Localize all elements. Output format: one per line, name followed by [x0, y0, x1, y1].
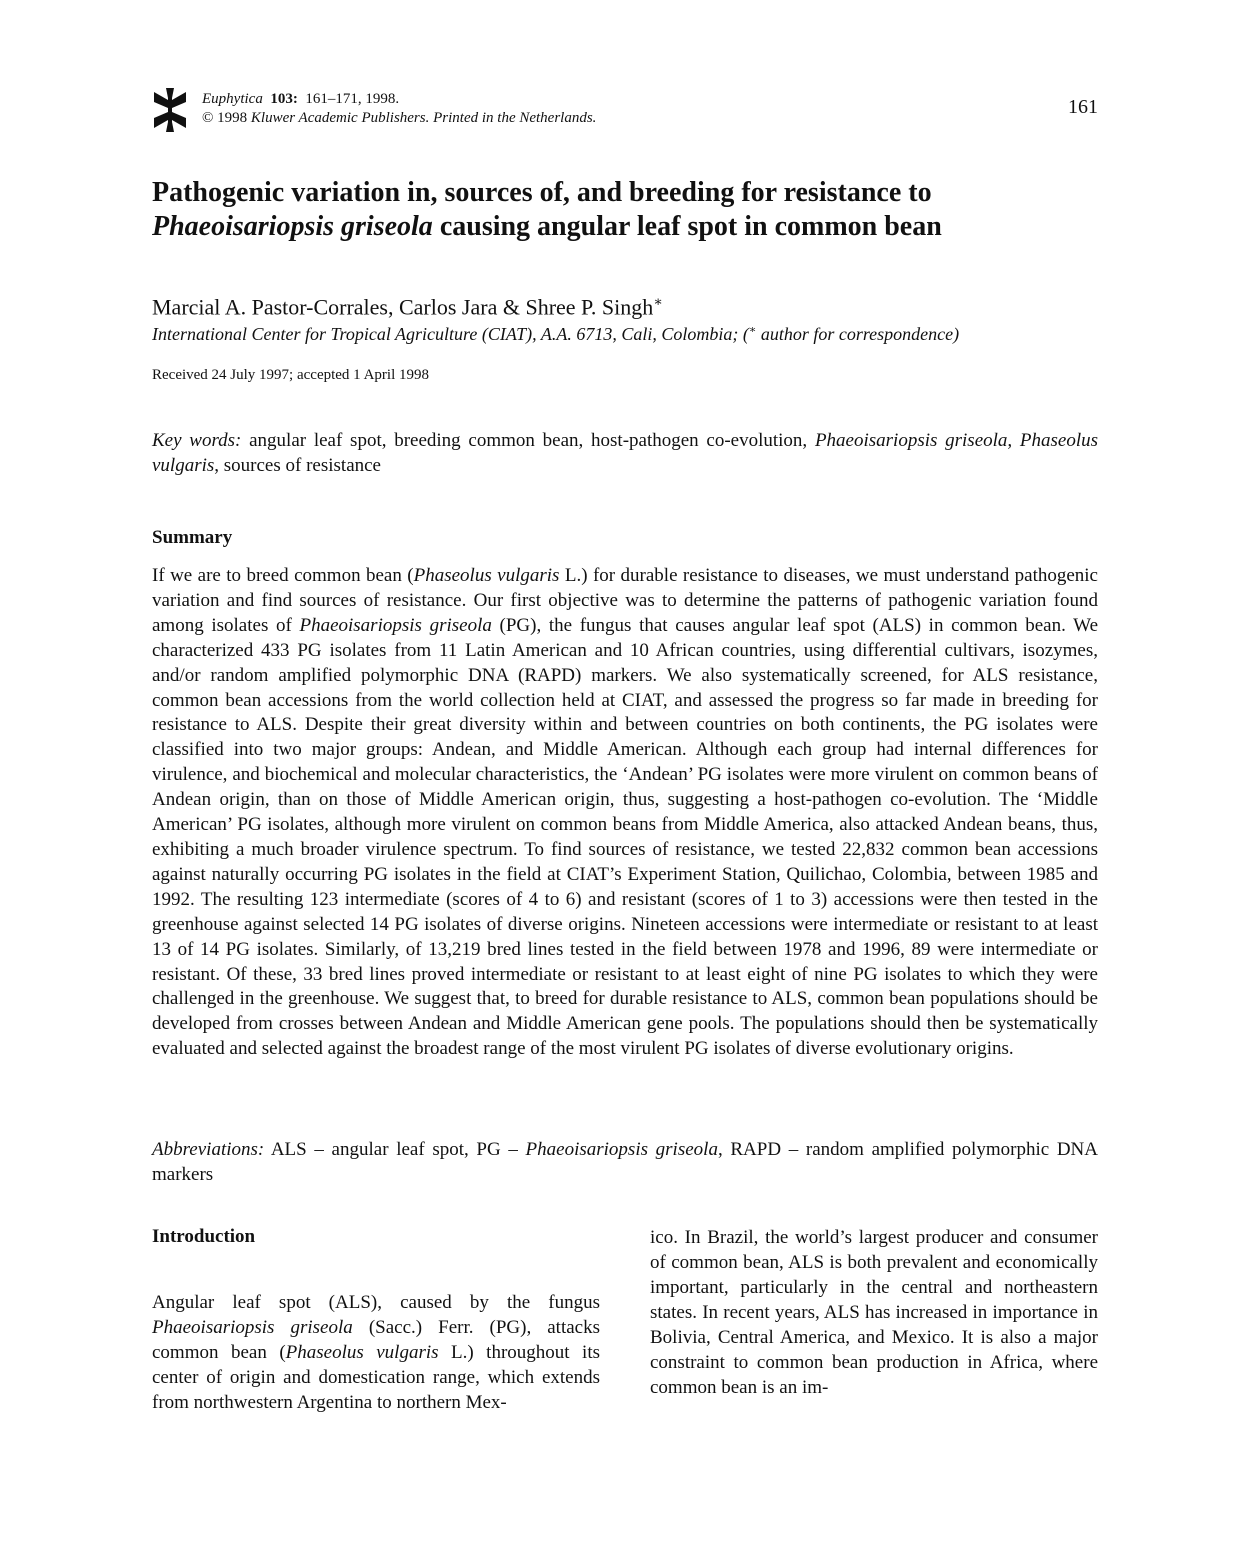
affiliation [152, 318, 959, 346]
intro-species: Phaeoisariopsis griseola [152, 1317, 353, 1338]
keywords [152, 429, 1098, 478]
author-list [152, 289, 663, 321]
summary-paragraph [152, 564, 1098, 1062]
keywords-label: Key words: [152, 430, 242, 451]
title-line-1: Pathogenic variation in, sources of, and breeding for resistance to [152, 177, 932, 208]
journal-citation [202, 90, 596, 128]
intro-part: Angular leaf spot (ALS), caused by the fungus [152, 1292, 600, 1313]
journal-pages: 161–171, 1998. [305, 91, 400, 107]
author-names: Marcial A. Pastor-Corrales, Carlos Jara & Shree P. Singh [152, 294, 654, 320]
received-dates: Received 24 July 1997; accepted 1 April 1998 [152, 367, 430, 383]
affiliation-note: author for correspondence) [756, 324, 960, 344]
abbreviations-species: Phaeoisariopsis griseola [525, 1139, 718, 1160]
intro-part: (Sacc.) Ferr. (PG), attacks common bean ( [152, 1317, 601, 1363]
summary-heading: Summary [152, 527, 233, 548]
title-line-2: causing angular leaf spot in common bean [432, 211, 942, 242]
journal-volume: 103: [270, 91, 298, 107]
publisher-logo-icon [152, 88, 188, 132]
summary-species: Phaseolus vulgaris [413, 565, 560, 586]
affiliation-text: International Center for Tropical Agriculture (CIAT), A.A. 6713, Cali, Colombia; ( [152, 324, 749, 344]
abbreviations [152, 1137, 1098, 1187]
introduction-heading: Introduction [152, 1226, 256, 1247]
affiliation-marker: ∗ [748, 324, 757, 336]
intro-part: L.) throughout its center of origin and domestication range, which extends from northwestern Argentina to northern Mex- [152, 1342, 600, 1413]
page-number: 161 [1068, 96, 1098, 118]
journal-name: Euphytica [202, 91, 263, 107]
abbreviations-text-end: , RAPD – random amplified polymorphic DNA markers [152, 1139, 1098, 1185]
intro-species: Phaseolus vulgaris [285, 1342, 439, 1363]
keywords-text-end: , sources of resistance [214, 454, 381, 476]
paper-title [152, 176, 1098, 244]
keywords-species: Phaeoisariopsis griseola, Phaseolus vulgaris [152, 430, 1099, 476]
keywords-text: angular leaf spot, breeding common bean, host-pathogen co-evolution, [241, 430, 815, 451]
correspondence-marker: ∗ [653, 295, 663, 310]
copyright: © 1998 [202, 110, 248, 126]
summary-part: If we are to breed common bean ( [152, 565, 414, 586]
introduction-left-column [152, 1290, 600, 1415]
summary-part: (PG), the fungus that causes angular leaf spot (ALS) in common bean. We characterized 433 PG isolates from 11 Latin American and 10 African countries, using differential cultivars, isozymes, and/or random amplified polymorphic DNA (RAPD) markers. We also systematically screened, for ALS resistance, common bean accessions from the world collection held at CIAT, and assessed the progress so far made in breeding for resistance to ALS. Despite their great diversity within and between countries on both continents, the PG isolates were classified into two major groups: Andean, and Middle American. Although each group had internal differences for virulence, and biochemical and molecular characteristics, the ‘Andean’ PG isolates were more virulent on common beans of Andean origin, than on those of Middle American origin, thus, suggesting a host-pathogen co-evolution. The ‘Middle American’ PG isolates, although more virulent on common beans from Middle America, also attacked Andean beans, thus, exhibiting a much broader virulence spectrum. To find sources of resistance, we tested 22,832 common bean accessions against naturally occurring PG isolates in the field at CIAT’s Experiment Station, Quilichao, Colombia, between 1985 and 1992. The resulting 123 intermediate (scores of 4 to 6) and resistant (scores of 1 to 3) accessions were then tested in the greenhouse against selected 14 PG isolates of diverse origins. Nineteen accessions were intermediate or resistant to at least 13 of 14 PG isolates. Similarly, of 13,219 bred lines tested in the field between 1978 and 1996, 89 were intermediate or resistant. Of these, 33 bred lines proved intermediate or resistant to at least eight of nine PG isolates to which they were challenged in the greenhouse. We suggest that, to breed for durable resistance to ALS, common bean populations should be developed from crosses between Andean and Middle American gene pools. The populations should then be systematically evaluated and selected against the broadest range of the most virulent PG isolates of diverse evolutionary origins. [152, 614, 1099, 1060]
journal-header [152, 88, 1098, 134]
summary-part: L.) for durable resistance to diseases, we must understand pathogenic variation and find sources of resistance. Our first objective was to determine the patterns of pathogenic variation found among isolates of [152, 565, 1098, 636]
summary-species: Phaeoisariopsis griseola [299, 614, 492, 636]
introduction-right-column: ico. In Brazil, the world’s largest producer and consumer of common bean, ALS is both prevalent and economically important, particularly in the central and northeastern states. In recent years, ALS has increased in importance in Bolivia, Central America, and Mexico. It is also a major constraint to common bean production in Africa, where common bean is an im- [650, 1227, 1098, 1398]
title-species: Phaeoisariopsis griseola [152, 211, 433, 242]
abbreviations-label: Abbreviations: [152, 1139, 265, 1160]
publisher: Kluwer Academic Publishers. Printed in the Netherlands. [250, 110, 597, 126]
abbreviations-text: ALS – angular leaf spot, PG – [264, 1139, 526, 1160]
